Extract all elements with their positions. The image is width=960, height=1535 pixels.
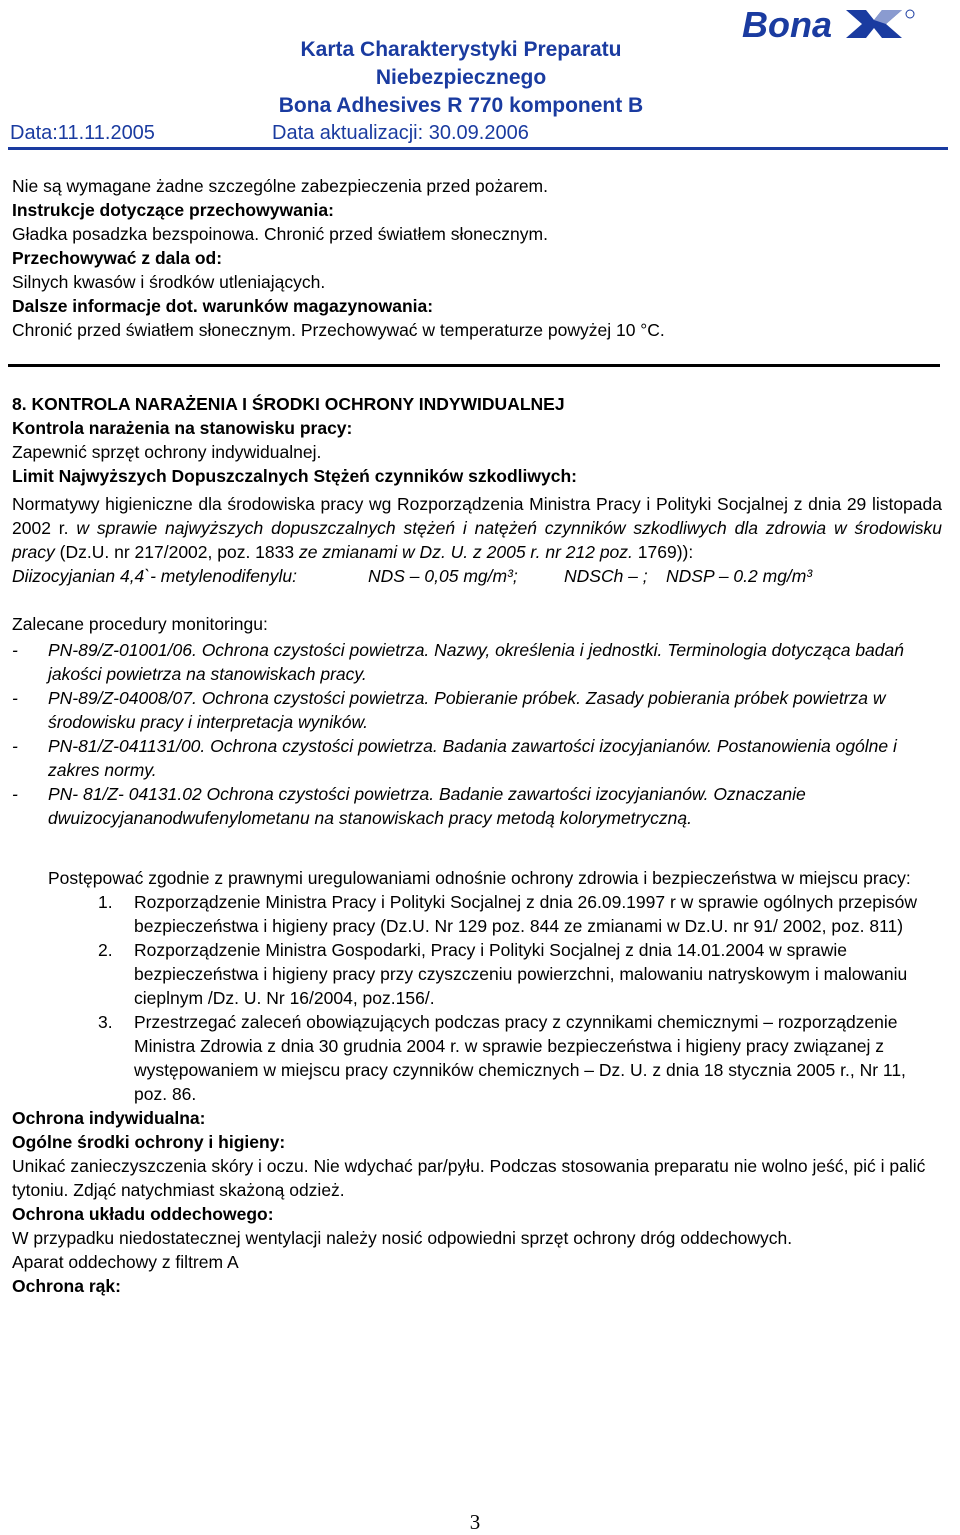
ndsch-value: NDSCh – ; <box>564 566 648 586</box>
respiratory-heading: Ochrona układu oddechowego: <box>12 1204 274 1224</box>
diizocyanate-name: Diizocyjanian 4,4`- metylenodifenylu: <box>12 566 297 586</box>
legal-item: 2. Rozporządzenie Ministra Gospodarki, Pracy i Polityki Socjalnej z dnia 14.01.2004 w sprawie bezpieczeństwa i higieny pracy przy czyszczeniu powierzchni, malowaniu natryskowym i malowaniu cieplnym /Dz. U. Nr 16/2004, poz.156/. <box>98 940 908 1008</box>
legal-intro: Postępować zgodnie z prawnymi uregulowaniami odnośnie ochrony zdrowia i bezpieczeństwa w miejscu pracy: <box>48 868 911 888</box>
header-title-line2: Niebezpiecznego <box>375 66 547 89</box>
norm-part-b: w sprawie najwyższych dopuszczalnych stężeń i natężeń czynników szkodliwych dla zdrowia w środowisku pracy <box>12 518 942 562</box>
workplace-text: Zapewnić sprzęt ochrony indywidualnej. <box>12 442 322 462</box>
logo-arrow-icon <box>846 10 902 38</box>
update-date: Data aktualizacji: 30.09.2006 <box>272 122 529 144</box>
individual-protection-heading: Ochrona indywidualna: <box>12 1108 206 1128</box>
monitoring-item: - PN-89/Z-01001/06. Ochrona czystości powietrza. Nazwy, określenia i jednostki. Terminologia dotycząca badań jakości powietrza na stanowiskach pracy. <box>12 640 904 684</box>
monitoring-item: - PN- 81/Z- 04131.02 Ochrona czystości powietrza. Badanie zawartości izocyjanianów. Oznaczanie dwuizocyjananodwufenylometanu na stanowiskach pracy metodą kolorymetryczną. <box>12 784 806 828</box>
section-7-storage <box>12 174 942 342</box>
more-info-text: Chronić przed światłem słonecznym. Przechowywać w temperaturze powyżej 10 °C. <box>12 320 665 340</box>
storage-heading: Instrukcje dotyczące przechowywania: <box>12 200 334 220</box>
norm-part-d: ze zmianami w Dz. U. z 2005 r. nr 212 poz. <box>298 542 633 562</box>
respiratory-filter: Aparat oddechowy z filtrem A <box>12 1252 239 1272</box>
section-8 <box>12 392 942 1298</box>
monitoring-list <box>12 638 942 830</box>
ndsp-value: NDSP – 0.2 mg/m³ <box>666 566 813 586</box>
more-info-heading: Dalsze informacje dot. warunków magazynowania: <box>12 296 434 316</box>
norm-paragraph <box>12 492 942 564</box>
issue-date: Data:11.11.2005 <box>10 122 155 144</box>
diizocyanate-limits <box>12 564 942 588</box>
storage-text: Gładka posadzka bezspoinowa. Chronić przed światłem słonecznym. <box>12 224 548 244</box>
norm-part-e: 1769)): <box>632 542 694 562</box>
monitoring-item: - PN-81/Z-041131/00. Ochrona czystości powietrza. Badania zawartości izocyjanianów. Postanowienia ogólne i zakres normy. <box>12 736 897 780</box>
norm-part-a: Normatywy higieniczne dla środowiska pracy wg Rozporządzenia Ministra Pracy i Polityki Socjalnej z dnia 29 listopada 2002 r. <box>12 494 942 538</box>
respiratory-text: W przypadku niedostatecznej wentylacji należy nosić odpowiedni sprzęt ochrony dróg oddechowych. <box>12 1228 793 1248</box>
header-divider <box>8 147 948 150</box>
workplace-heading: Kontrola narażenia na stanowisku pracy: <box>12 418 353 438</box>
general-hygiene-heading: Ogólne środki ochrony i higieny: <box>12 1132 286 1152</box>
hand-protection-heading: Ochrona rąk: <box>12 1276 121 1296</box>
keep-away-text: Silnych kwasów i środków utleniających. <box>12 272 326 292</box>
limit-heading: Limit Najwyższych Dopuszczalnych Stężeń czynników szkodliwych: <box>12 466 577 486</box>
legal-list <box>12 890 942 1106</box>
header-title-line1: Karta Charakterystyki Preparatu <box>300 38 622 61</box>
bona-logo <box>742 6 918 42</box>
keep-away-heading: Przechowywać z dala od: <box>12 248 223 268</box>
svg-text:Bona: Bona <box>742 6 832 42</box>
nds-value: NDS – 0,05 mg/m³; <box>368 566 518 586</box>
section-divider <box>8 364 940 367</box>
monitoring-item: - PN-89/Z-04008/07. Ochrona czystości powietrza. Pobieranie próbek. Zasady pobierania próbek powietrza w środowisku pracy i interpretacja wyników. <box>12 688 886 732</box>
header-title-line3: Bona Adhesives R 770 komponent B <box>278 94 644 117</box>
page-number: 3 <box>469 1510 481 1534</box>
fire-note: Nie są wymagane żadne szczególne zabezpieczenia przed pożarem. <box>12 176 548 196</box>
norm-part-c: (Dz.U. nr 217/2002, poz. 1833 <box>54 542 299 562</box>
monitoring-heading: Zalecane procedury monitoringu: <box>12 614 268 634</box>
section-8-heading: 8. KONTROLA NARAŻENIA I ŚRODKI OCHRONY INDYWIDUALNEJ <box>12 394 565 414</box>
legal-item: 3. Przestrzegać zaleceń obowiązujących podczas pracy z czynnikami chemicznymi – rozporządzenie Ministra Zdrowia z dnia 30 grudnia 2004 r. w sprawie bezpieczeństwa i higieny pracy związanej z występowaniem w miejscu pracy czynników chemicznych – Dz. U. z dnia 18 stycznia 2005 r., Nr 11, poz. 86. <box>98 1012 906 1104</box>
general-hygiene-text: Unikać zanieczyszczenia skóry i oczu. Nie wdychać par/pyłu. Podczas stosowania preparatu nie wolno jeść, pić i palić tytoniu. Zdjąć natychmiast skażoną odzież. <box>12 1156 926 1200</box>
legal-item: 1. Rozporządzenie Ministra Pracy i Polityki Socjalnej z dnia 26.09.1997 r w sprawie ogólnych przepisów bezpieczeństwa i higieny pracy (Dz.U. Nr 129 poz. 844 ze zmianami w Dz.U. nr 91/ 2002, poz. 811) <box>98 892 918 936</box>
